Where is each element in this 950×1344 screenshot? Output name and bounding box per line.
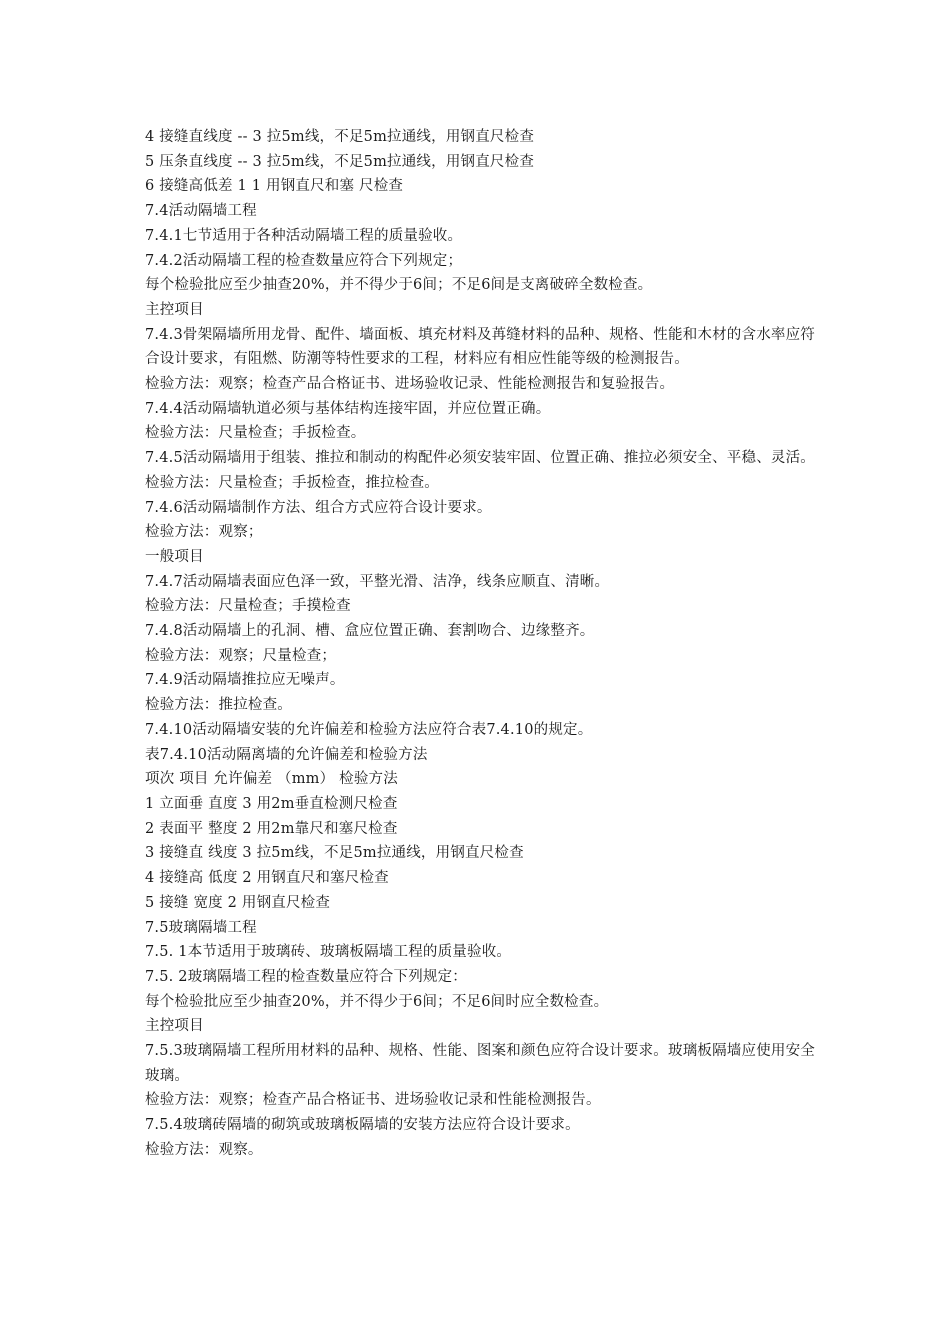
section-heading: 7.5玻璃隔墙工程: [145, 919, 257, 936]
text-line: 6 接缝高低差 1 1 用钢直尺和塞 尺检查: [145, 178, 404, 195]
text-line: 4 接缝直线度 -- 3 拉5m线，不足5m拉通线，用钢直尺检查: [145, 129, 535, 145]
text-paragraph: 7.4.3骨架隔墙所用龙骨、配件、墙面板、填充材料及苒缝材料的品种、规格、性能和木材的含水率应符合设计要求，有阻燃、防潮等特性要求的工程，材料应有相应性能等级的检测报告。: [145, 326, 815, 368]
text-line: 检验方法：观察；检查产品合格证书、进场验收记录和性能检测报告。: [145, 1092, 601, 1109]
table-caption: 表7.4.10活动隔离墙的允许偏差和检验方法: [145, 746, 428, 763]
text-line: 检验方法：尺量检查；手摸检查: [145, 598, 351, 615]
subsection-heading: 主控项目: [145, 301, 204, 318]
text-line: 检验方法：观察。: [145, 1141, 263, 1158]
table-row: 3 接缝直 线度 3 拉5m线，不足5m拉通线，用钢直尺检查: [145, 845, 524, 862]
text-line: 检验方法：观察；检查产品合格证书、进场验收记录、性能检测报告和复验报告。: [145, 376, 675, 393]
text-line: 7.5. 1本节适用于玻璃砖、玻璃板隔墙工程的质量验收。: [145, 944, 512, 961]
document-body: [145, 125, 815, 1163]
text-line: 检验方法：推拉检查。: [145, 697, 292, 714]
subsection-heading: 一般项目: [145, 548, 204, 565]
section-heading: 7.4活动隔墙工程: [145, 203, 257, 220]
text-line: 7.4.1七节适用于各种活动隔墙工程的质量验收。: [145, 227, 463, 244]
text-line: 7.4.8活动隔墙上的孔洞、槽、盒应位置正确、套割吻合、边缘整齐。: [145, 623, 595, 640]
text-line: 检验方法：观察；尺量检查；: [145, 647, 337, 664]
text-line: 7.4.9活动隔墙推拉应无噪声。: [145, 672, 345, 689]
subsection-heading: 主控项目: [145, 1018, 204, 1035]
text-line: 7.4.2活动隔墙工程的检查数量应符合下列规定；: [145, 252, 463, 269]
text-line: 检验方法：观察；: [145, 524, 263, 541]
table-row: 5 接缝 宽度 2 用钢直尺检查: [145, 894, 331, 911]
text-line: 7.4.10活动隔墙安装的允许偏差和检验方法应符合表7.4.10的规定。: [145, 721, 593, 738]
text-line: 7.4.4活动隔墙轨道必须与基体结构连接牢固，并应位置正确。: [145, 400, 551, 417]
table-row: 1 立面垂 直度 3 用2m垂直检测尺检查: [145, 795, 398, 812]
text-line: 每个检验批应至少抽查20%，并不得少于6间；不足6间时应全数检查。: [145, 993, 609, 1010]
text-line: 5 压条直线度 -- 3 拉5m线，不足5m拉通线，用钢直尺检查: [145, 153, 535, 170]
text-line: 每个检验批应至少抽查20%，并不得少于6间；不足6间是支离破碎全数检查。: [145, 277, 653, 294]
table-row: 2 表面平 整度 2 用2m靠尺和塞尺检查: [145, 820, 398, 837]
text-paragraph: 7.5.3玻璃隔墙工程所用材料的品种、规格、性能、图案和颜色应符合设计要求。玻璃板隔墙应使用安全玻璃。: [145, 1043, 815, 1084]
text-line: 检验方法：尺量检查；手扳检查，推拉检查。: [145, 474, 439, 491]
table-header-row: 项次 项目 允许偏差 （mm） 检验方法: [145, 771, 398, 788]
text-line: 检验方法：尺量检查；手扳检查。: [145, 425, 366, 442]
text-paragraph: 7.4.5活动隔墙用于组装、推拉和制动的构配件必须安装牢固、位置正确、推拉必须安全、平稳、灵活。: [145, 450, 815, 467]
text-line: 7.5. 2玻璃隔墙工程的检查数量应符合下列规定：: [145, 968, 468, 985]
text-line: 7.4.6活动隔墙制作方法、组合方式应符合设计要求。: [145, 499, 492, 516]
text-line: 7.4.7活动隔墙表面应色泽一致，平整光滑、洁净，线条应顺直、清晰。: [145, 573, 610, 590]
text-line: 7.5.4玻璃砖隔墙的砌筑或玻璃板隔墙的安装方法应符合设计要求。: [145, 1117, 580, 1134]
table-row: 4 接缝高 低度 2 用钢直尺和塞尺检查: [145, 870, 389, 887]
